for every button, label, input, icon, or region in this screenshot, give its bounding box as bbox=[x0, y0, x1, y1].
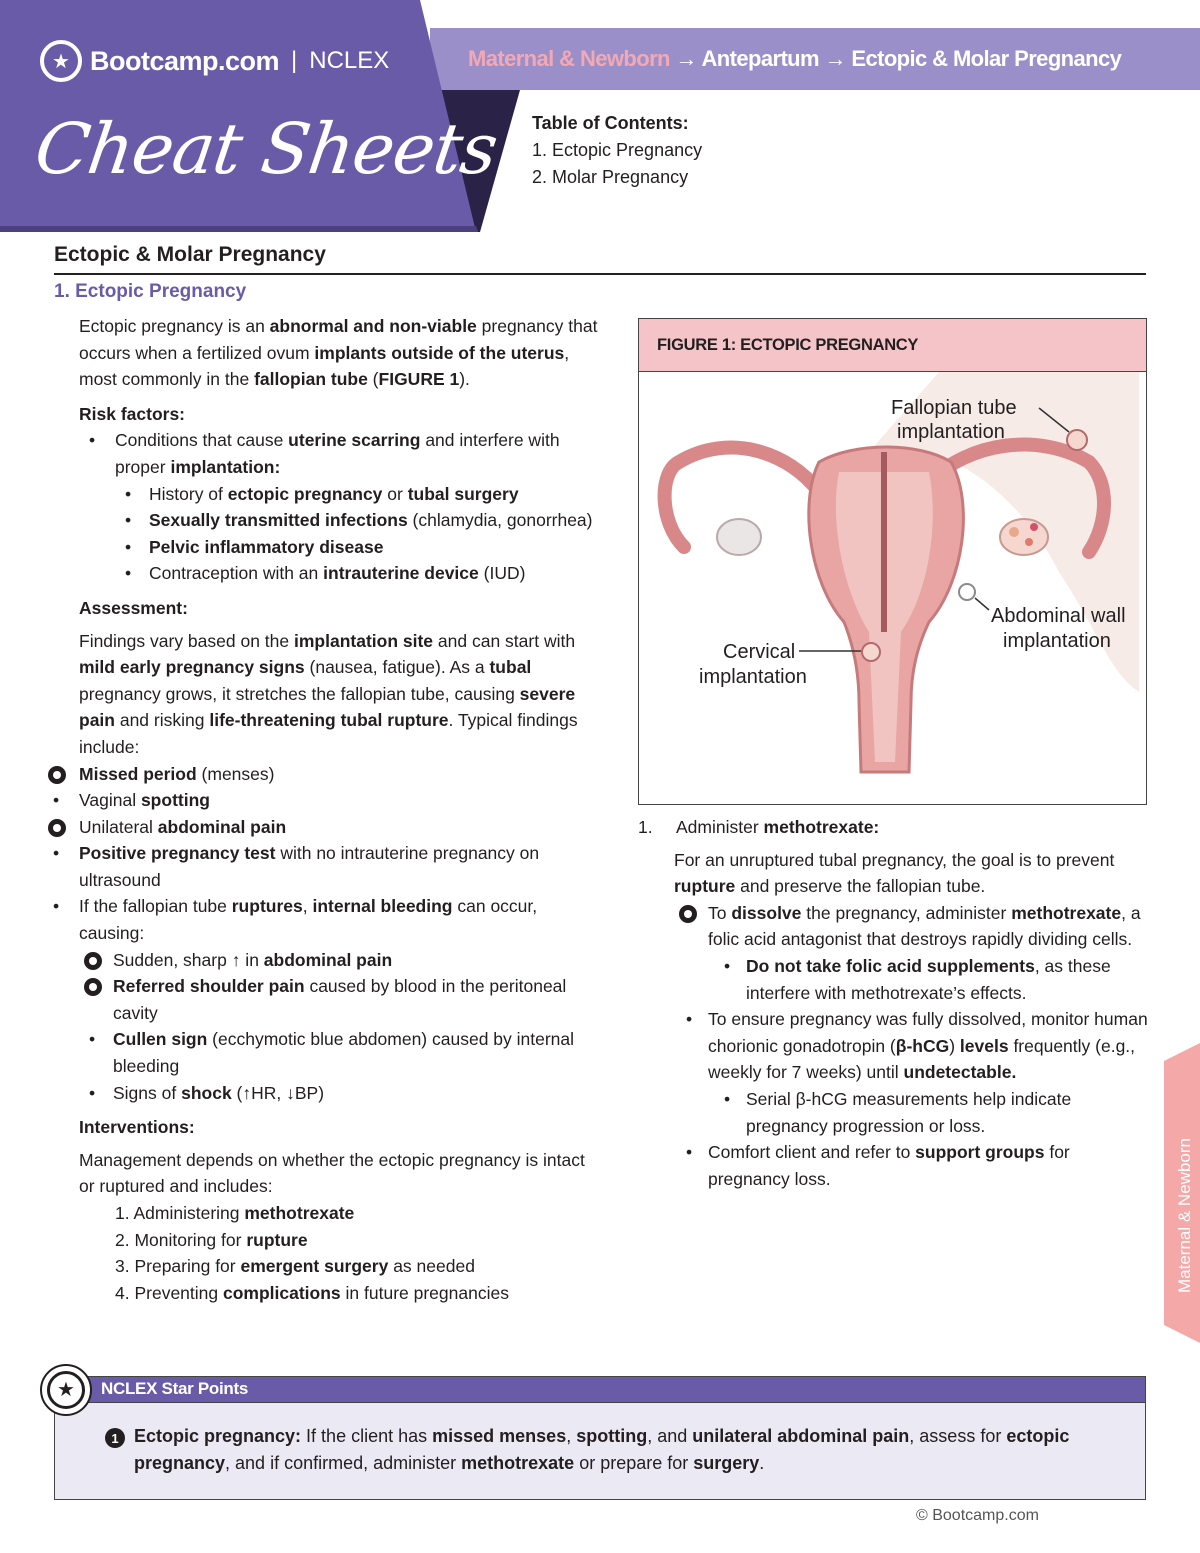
list-item: • To ensure pregnancy was fully dissolved, monitor human chorionic gonadotropin (β-hCG) levels frequently (e.g., weekly for 7 weeks) until undetectable. • Serial β-hCG measurements help indicate pregnancy progression or loss. bbox=[674, 1006, 1148, 1139]
risk-sublist bbox=[115, 481, 599, 587]
right-column bbox=[638, 814, 1148, 1192]
breadcrumb-first[interactable]: Maternal & Newborn bbox=[468, 46, 670, 71]
list-item: 1. Administering methotrexate bbox=[115, 1203, 355, 1223]
star-circle-icon: ★ bbox=[40, 40, 82, 82]
breadcrumb bbox=[468, 46, 1121, 72]
methotrexate-heading: 1. Administer methotrexate: bbox=[638, 814, 1148, 841]
risk-list bbox=[79, 427, 599, 587]
interventions-steps bbox=[79, 1200, 599, 1306]
title-divider bbox=[54, 273, 1146, 275]
target-bullet-icon bbox=[48, 766, 66, 784]
rupture-sublist bbox=[79, 947, 599, 1107]
section-heading: 1. Ectopic Pregnancy bbox=[54, 281, 247, 302]
risk-heading: Risk factors: bbox=[79, 403, 186, 424]
side-tab-label[interactable]: Maternal & Newborn bbox=[1175, 1138, 1194, 1293]
brand bbox=[40, 40, 389, 82]
star-point-text: Ectopic pregnancy: If the client has missed menses, spotting, and unilateral abdominal pain, assess for ectopic pregnancy, and if confirmed, administer methotrexate or prepare for surgery. bbox=[134, 1426, 1070, 1473]
findings-list bbox=[43, 761, 599, 1107]
uterus-illustration bbox=[639, 372, 1145, 804]
methotrexate-sublist bbox=[708, 953, 1148, 1006]
copyright: © Bootcamp.com bbox=[916, 1507, 1039, 1524]
target-bullet-icon bbox=[84, 952, 102, 970]
list-item: • Cullen sign (ecchymotic blue abdomen) caused by internal bleeding bbox=[79, 1026, 599, 1079]
list-item: • If the fallopian tube ruptures, internal bleeding can occur, causing: Sudden, sharp ↑ in abdominal pain Referred shoulder pain caused by blood in the peritoneal cavity • Cullen sign (ecchymotic blue abdomen) caused by internal bleeding • Signs of shock (↑HR, ↓BP) bbox=[43, 893, 599, 1106]
target-bullet-icon bbox=[84, 978, 102, 996]
label-abdominal-line2: implantation bbox=[1003, 630, 1111, 652]
list-item: • Comfort client and refer to support groups for pregnancy loss. bbox=[674, 1139, 1148, 1192]
page-title: Ectopic & Molar Pregnancy bbox=[54, 243, 326, 266]
list-item: • Signs of shock (↑HR, ↓BP) bbox=[79, 1080, 599, 1107]
figure-title: FIGURE 1: ECTOPIC PREGNANCY bbox=[639, 319, 1146, 372]
label-cervical-line1: Cervical bbox=[723, 641, 796, 663]
label-abdominal-line1: Abdominal wall bbox=[991, 605, 1126, 627]
star-circle-icon: ★ bbox=[40, 1364, 92, 1416]
label-cervical-line2: implantation bbox=[699, 666, 807, 688]
toc-item[interactable]: 2. Molar Pregnancy bbox=[532, 167, 689, 187]
table-of-contents bbox=[532, 110, 702, 191]
label-tube-line2: implantation bbox=[897, 421, 1005, 443]
interventions-paragraph: Management depends on whether the ectopic pregnancy is intact or ruptured and includes: bbox=[79, 1149, 585, 1197]
list-item: • Positive pregnancy test with no intrauterine pregnancy on ultrasound bbox=[43, 840, 599, 893]
list-item: • Do not take folic acid supplements, as these interfere with methotrexate’s effects. bbox=[708, 953, 1148, 1006]
methotrexate-paragraph: For an unruptured tubal pregnancy, the goal is to prevent rupture and preserve the fallopian tube. bbox=[674, 849, 1115, 897]
list-item: Sudden, sharp ↑ in abdominal pain bbox=[79, 947, 599, 974]
list-item: 3. Preparing for emergent surgery as needed bbox=[115, 1256, 475, 1277]
list-item: • Contraception with an intrauterine device (IUD) bbox=[115, 560, 599, 587]
list-item: To dissolve the pregnancy, administer methotrexate, a folic acid antagonist that destroys rapidly dividing cells. • Do not take folic acid supplements, as these interfere with methotrexate’s effects. bbox=[674, 900, 1148, 1006]
list-item: • Sexually transmitted infections (chlamydia, gonorrhea) bbox=[115, 507, 599, 534]
toc-item[interactable]: 1. Ectopic Pregnancy bbox=[532, 140, 703, 160]
interventions-heading: Interventions: bbox=[79, 1117, 195, 1138]
list-item: • Pelvic inflammatory disease bbox=[115, 534, 599, 561]
list-item: Referred shoulder pain caused by blood in the peritoneal cavity bbox=[79, 973, 599, 1026]
star-points-label: NCLEX Star Points bbox=[101, 1379, 248, 1398]
list-item: • Conditions that cause uterine scarring and interfere with proper implantation: • History of ectopic pregnancy or tubal surgery • Sexually transmitted infections (chlamydia, gonorrhea) • Pelvic inflammatory disease • Contraception with an intrauterine device (IUD) bbox=[79, 427, 599, 587]
toc-title: Table of Contents: bbox=[532, 113, 689, 133]
star-point-number: 1 bbox=[105, 1428, 125, 1448]
cheat-sheets-title: Cheat Sheets bbox=[30, 108, 502, 190]
target-bullet-icon bbox=[48, 819, 66, 837]
methotrexate-list bbox=[638, 900, 1148, 1193]
list-item: Missed period (menses) bbox=[43, 761, 599, 788]
brand-name: Bootcamp.com bbox=[90, 45, 280, 76]
assessment-paragraph: Findings vary based on the implantation site and can start with mild early pregnancy signs (nausea, fatigue). As a tubal pregnancy grows, it stretches the fallopian tube, causing severe pain and risking life-threatening tubal rupture. Typical findings include: bbox=[79, 630, 578, 757]
target-bullet-icon bbox=[679, 905, 697, 923]
brand-separator: | bbox=[291, 47, 298, 74]
list-item: 4. Preventing complications in future pregnancies bbox=[115, 1282, 509, 1303]
figure-ectopic-pregnancy bbox=[638, 318, 1147, 805]
list-item: • Vaginal spotting bbox=[43, 787, 599, 814]
hcg-sublist bbox=[708, 1086, 1148, 1139]
list-item: Unilateral abdominal pain bbox=[43, 814, 599, 841]
left-column bbox=[79, 313, 599, 1306]
intro-paragraph: Ectopic pregnancy is an abnormal and non-viable pregnancy that occurs when a fertilized ovum implants outside of the uterus, most commonly in the fallopian tube (FIGURE 1). bbox=[79, 316, 598, 390]
assessment-heading: Assessment: bbox=[79, 597, 188, 618]
list-item: 2. Monitoring for rupture bbox=[115, 1229, 308, 1250]
brand-suffix: NCLEX bbox=[309, 47, 390, 74]
label-tube-line1: Fallopian tube bbox=[891, 397, 1017, 419]
star-points-bar bbox=[55, 1377, 1145, 1403]
list-item: • History of ectopic pregnancy or tubal surgery bbox=[115, 481, 599, 508]
step-number: 1. bbox=[638, 817, 653, 837]
list-item: • Serial β-hCG measurements help indicate pregnancy progression or loss. bbox=[708, 1086, 1148, 1139]
breadcrumb-rest: → Antepartum → Ectopic & Molar Pregnancy bbox=[669, 46, 1122, 71]
